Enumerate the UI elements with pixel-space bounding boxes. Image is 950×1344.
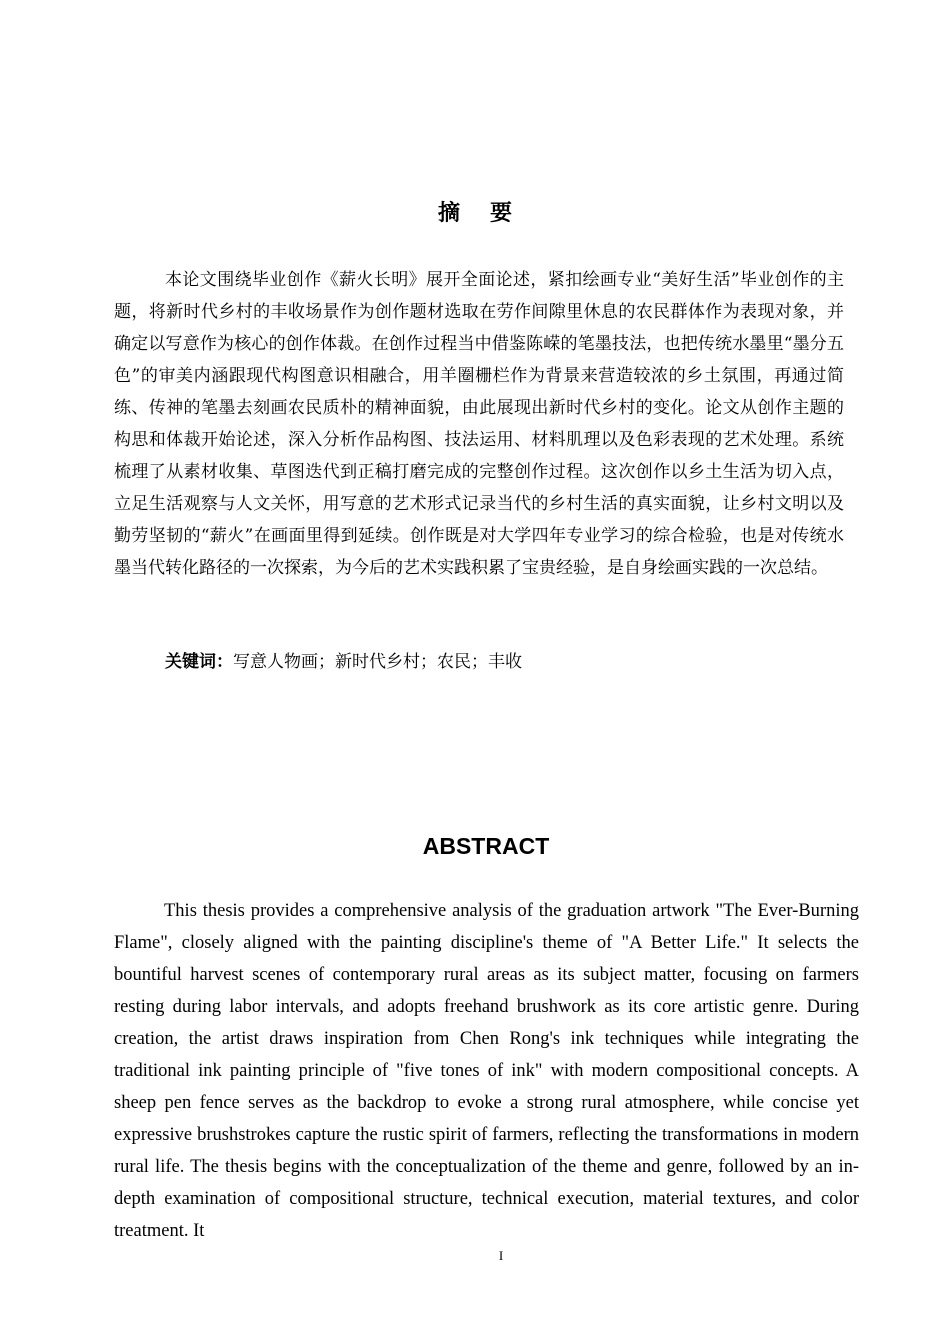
chinese-keywords: [114, 646, 844, 678]
keywords-value: 写意人物画；新时代乡村；农民；丰收: [233, 652, 522, 672]
english-abstract-body: This thesis provides a comprehensive analysis of the graduation artwork "The Ever-Burning Flame", closely aligned with the painting discipline's theme of "A Better Life." It selects the bountiful harvest scenes of contemporary rural areas as its subject matter, focusing on farmers resting during labor intervals, and adopts freehand brushwork as its core artistic genre. During creation, the artist draws inspiration from Chen Rong's ink techniques while integrating the traditional ink painting principle of "five tones of ink" with modern compositional concepts. A sheep pen fence serves as the backdrop to evoke a strong rural atmosphere, while concise yet expressive brushstrokes capture the rustic spirit of farmers, reflecting the transformations in modern rural life. The thesis begins with the conceptualization of the theme and genre, followed by an in-depth examination of compositional structure, technical execution, material textures, and color treatment. It: [114, 901, 859, 1241]
chinese-abstract-title: 摘要: [437, 201, 542, 226]
chinese-abstract-body: 本论文围绕毕业创作《薪火长明》展开全面论述，紧扣绘画专业“美好生活”毕业创作的主题，将新时代乡村的丰收场景作为创作题材选取在劳作间隙里休息的农民群体作为表现对象，并确定以写意作为核心的创作体裁。在创作过程当中借鉴陈嵘的笔墨技法，也把传统水墨里“墨分五色”的审美内涵跟现代构图意识相融合，用羊圈栅栏作为背景来营造较浓的乡土氛围，再通过简练、传神的笔墨去刻画农民质朴的精神面貌，由此展现出新时代乡村的变化。论文从创作主题的构思和体裁开始论述，深入分析作品构图、技法运用、材料肌理以及色彩表现的艺术处理。系统梳理了从素材收集、草图迭代到正稿打磨完成的完整创作过程。这次创作以乡土生活为切入点，立足生活观察与人文关怀，用写意的艺术形式记录当代的乡村生活的真实面貌，让乡村文明以及勤劳坚韧的“薪火”在画面里得到延续。创作既是对大学四年专业学习的综合检验，也是对传统水墨当代转化路径的一次探索，为今后的艺术实践积累了宝贵经验，是自身绘画实践的一次总结。: [114, 270, 844, 578]
page-number: I: [498, 1248, 504, 1263]
keywords-label: 关键词：: [165, 652, 233, 672]
english-abstract-title: ABSTRACT: [422, 833, 550, 859]
